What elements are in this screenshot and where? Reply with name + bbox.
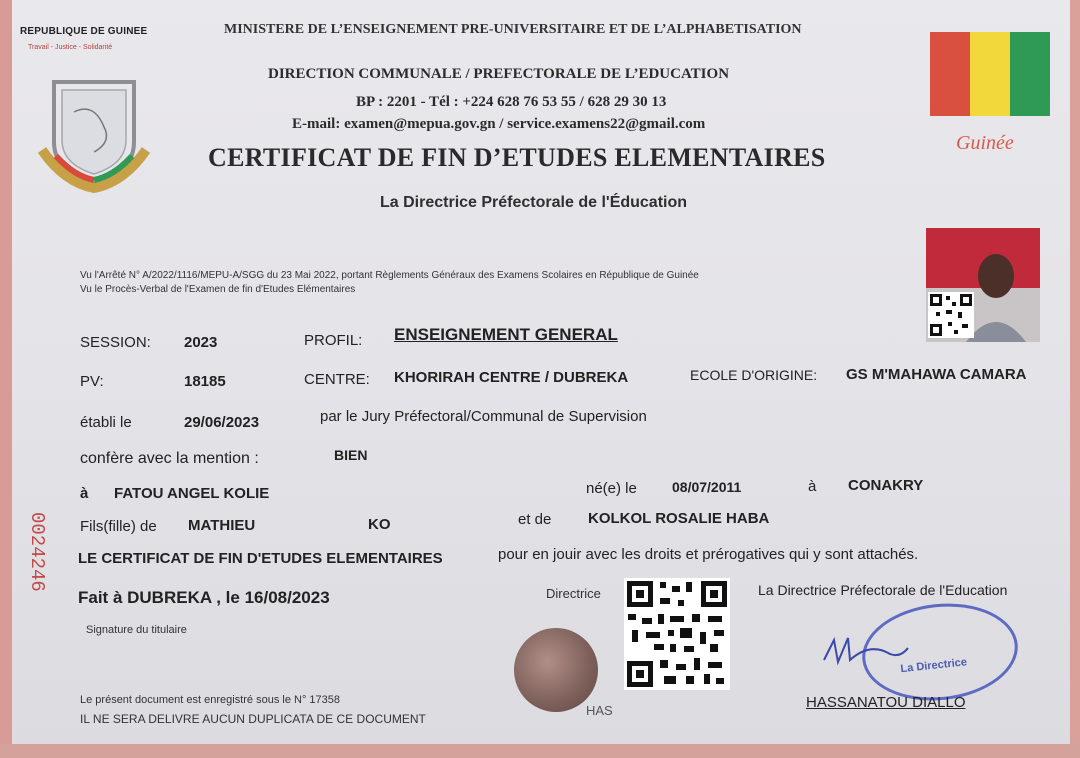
mention-label: confère avec la mention : — [80, 450, 259, 467]
no-duplicate-note: IL NE SERA DELIVRE AUCUN DUPLICATA DE CE DOCUMENT — [80, 712, 426, 726]
photo-qr-code-icon — [928, 292, 974, 338]
profil-value: ENSEIGNEMENT GENERAL — [394, 325, 618, 344]
signatory-short: HAS — [586, 703, 613, 718]
flag-red-stripe — [930, 32, 970, 116]
birth-label: né(e) le — [586, 480, 637, 497]
flag-green-stripe — [1010, 32, 1050, 116]
birthplace-prefix: à — [808, 478, 817, 495]
national-motto: Travail - Justice - Solidarité — [28, 44, 113, 51]
signature-label: Signature du titulaire — [86, 624, 187, 636]
legal-reference-1: Vu l'Arrêté N° A/2022/1116/MEPU-A/SGG du 23 Mai 2022, portant Règlements Généraux des Examens Scolaires en République de Guinée — [80, 270, 699, 281]
etabli-value: 29/06/2023 — [184, 414, 260, 431]
rights-text: pour en jouir avec les droits et prérogatives qui y sont attachés. — [498, 546, 919, 563]
stamp-text: La Directrice — [899, 656, 968, 676]
centre-value: KHORIRAH CENTRE / DUBREKA — [394, 369, 629, 386]
paper-edge-left — [0, 0, 12, 758]
certificate-line: LE CERTIFICAT DE FIN D'ETUDES ELEMENTAIRES — [78, 550, 443, 567]
jury-text: par le Jury Préfectoral/Communal de Supervision — [320, 408, 647, 425]
republic-label: REPUBLIQUE DE GUINEE — [20, 26, 148, 37]
profil-label: PROFIL: — [304, 332, 363, 349]
paper-edge-right — [1070, 0, 1080, 758]
father-name: MATHIEU — [188, 517, 256, 534]
parent-label: Fils(fille) de — [80, 518, 157, 535]
father-surname: KO — [368, 516, 391, 533]
embossed-seal — [514, 628, 598, 712]
paper-edge-bottom — [0, 744, 1080, 758]
birthplace-value: CONAKRY — [848, 477, 924, 494]
mother-name: KOLKOL ROSALIE HABA — [588, 510, 770, 527]
recipient-name: FATOU ANGEL KOLIE — [114, 485, 270, 502]
certificate-subtitle: La Directrice Préfectorale de l'Éducation — [380, 194, 688, 211]
ecole-value: GS M'MAHAWA CAMARA — [846, 366, 1027, 383]
serial-number-wrapper — [26, 512, 50, 622]
registration-note: Le présent document est enregistré sous le N° 17358 — [80, 694, 340, 706]
legal-reference-2: Vu le Procès-Verbal de l'Examen de fin d'Etudes Elémentaires — [80, 284, 356, 295]
mention-value: BIEN — [334, 447, 368, 463]
session-label: SESSION: — [80, 334, 151, 351]
pv-value: 18185 — [184, 373, 226, 390]
signatory-name: HASSANATOU DIALLO — [806, 694, 966, 711]
contact-phone: BP : 2201 - Tél : +224 628 76 53 55 / 628 29 30 13 — [356, 94, 667, 110]
guinee-logo-text: Guinée — [956, 132, 1014, 154]
serial-number: 0024246 — [26, 512, 48, 592]
coat-of-arms-icon — [34, 72, 154, 196]
etabli-label: établi le — [80, 414, 132, 431]
directrice-title: La Directrice Préfectorale de l'Education — [758, 582, 1008, 598]
pv-label: PV: — [80, 373, 104, 390]
verification-qr-code-icon — [624, 578, 730, 690]
directrice-short: Directrice — [546, 586, 601, 601]
contact-email: E-mail: examen@mepua.gov.gn / service.examens22@gmail.com — [292, 116, 706, 132]
session-value: 2023 — [184, 334, 218, 351]
handwritten-signature-icon — [820, 630, 910, 670]
centre-label: CENTRE: — [304, 371, 370, 388]
flag-yellow-stripe — [970, 32, 1010, 116]
portrait-icon — [966, 246, 1026, 342]
recipient-prefix: à — [80, 485, 89, 502]
ministry-heading: MINISTERE DE L’ENSEIGNEMENT PRE-UNIVERSITAIRE ET DE L’ALPHABETISATION — [224, 22, 802, 37]
ecole-label: ECOLE D'ORIGINE: — [690, 367, 818, 383]
guinea-flag — [930, 32, 1050, 116]
place-date: Fait à DUBREKA , le 16/08/2023 — [78, 588, 330, 607]
birth-date: 08/07/2011 — [672, 479, 742, 495]
direction-heading: DIRECTION COMMUNALE / PREFECTORALE DE L’EDUCATION — [268, 66, 730, 82]
certificate-title: CERTIFICAT DE FIN D’ETUDES ELEMENTAIRES — [208, 143, 826, 172]
mother-label: et de — [518, 511, 552, 528]
